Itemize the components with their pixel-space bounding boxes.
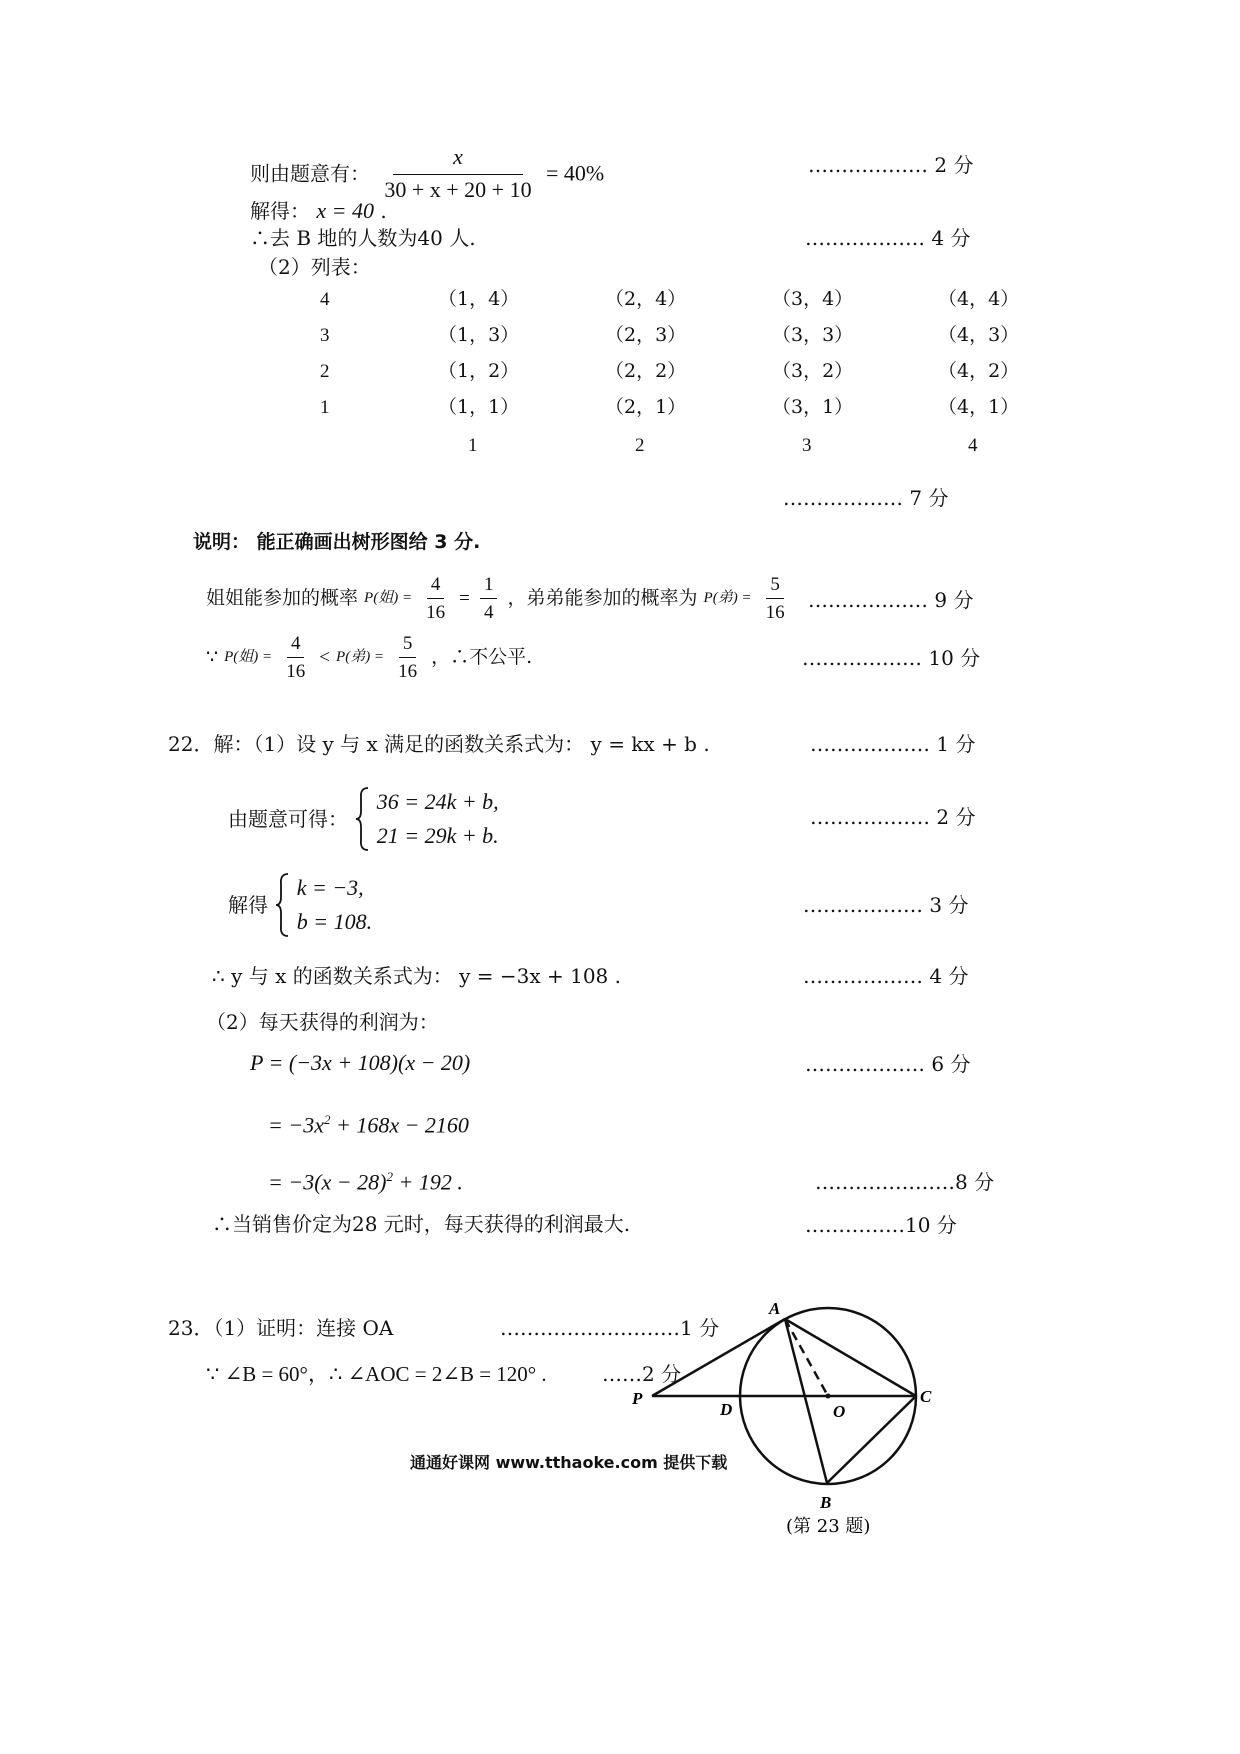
q21-prob-line [206,575,793,622]
q21-frac-4-16 [422,575,449,622]
table-cell: （2，1） [605,396,687,418]
q22-score-7: ……………10 分 [805,1213,957,1237]
table-cell: （4，1） [938,396,1020,418]
line-pa [652,1319,785,1396]
q21-part2: （2）列表： [258,255,371,279]
q21-note: 说明： 能正确画出树形图给 3 分. [193,531,481,553]
q22-relation: ∴ y 与 x 的函数关系式为： y = −3x + 108 . [212,964,621,988]
frac-den: 16 [426,602,446,623]
q22-p-line1: P = (−3x + 108)(x − 20) [250,1050,471,1075]
q22-system-2 [228,872,372,938]
q22-score-2: ……………… 2 分 [810,805,976,829]
q22-part2: （2）每天获得的利润为： [206,1010,439,1034]
q22-sol1: k = −3, [296,875,364,900]
table-cell: （1，3） [438,324,520,346]
q22-score-1: ……………… 1 分 [810,732,976,756]
q22-eq1: 36 = 24k + b, [376,789,499,814]
footer: 通通好课网 www.tthaoke.com 提供下载 [410,1453,728,1472]
table-col-label: 2 [635,435,645,456]
table-cell: （2，3） [605,324,687,346]
line-ab [785,1319,827,1483]
table-cell: （1，4） [438,288,520,310]
label-p: P [632,1389,643,1408]
q21-intro-line [250,146,604,201]
q22-given: 由题意可得： [228,807,348,831]
table-row-label: 2 [320,361,330,382]
table-col-label: 1 [468,435,478,456]
label-d: D [720,1400,733,1419]
q21-p-sister-2: P(姐) = [224,649,273,665]
frac-num: 1 [480,575,498,599]
q21-prob-text2: ，弟弟能参加的概率为 [507,587,704,609]
q21-intro: 则由题意有： [250,161,370,186]
q22-p-line3-a: = −3(x − 28) [268,1169,387,1195]
q21-score-4: ……………… 9 分 [808,588,974,612]
table-col-label: 4 [968,435,978,456]
q22-solve: 解得 [228,893,268,917]
table-cell: （4，2） [938,360,1020,382]
q21-p-brother-2: P(弟) = [336,649,385,665]
point-o [826,1394,831,1399]
q21-score-2: ……………… 4 分 [805,226,971,250]
table-cell: （2，2） [605,360,687,382]
table-col-label: 3 [802,435,812,456]
q22-sol2: b = 108. [296,909,373,934]
q22-system-1 [228,786,499,852]
frac-num: 4 [287,634,305,658]
q21-fraction [380,146,535,201]
frac-den: 4 [483,602,494,623]
table-cell: （2，4） [605,288,687,310]
table-cell: （1，1） [438,396,520,418]
q21-frac-5-16-b [394,634,421,681]
q22-solutions [297,877,372,933]
q22-conclusion: ∴当销售价定为28 元时，每天获得的利润最大. [212,1212,631,1236]
frac-den: 16 [286,661,306,682]
frac-den: 16 [765,602,785,623]
q21-frac-num: x [393,146,523,175]
q22-p-line2-a: = −3x [268,1112,324,1138]
label-o: O [833,1402,846,1421]
table-cell: （3，4） [772,288,854,310]
q22-score-5: ……………… 6 分 [805,1052,971,1076]
q23-head: 23．（1）证明：连接 OA [168,1316,394,1340]
q23-score-2: ……2 分 [602,1362,682,1386]
q21-conclusion: ∴去 B 地的人数为40 人. [250,226,476,250]
q22-p-line3 [268,1170,463,1193]
q21-frac-4-16-b [282,634,309,681]
q21-compare-line [206,634,532,681]
q23-line2: ∵ ∠B = 60°，∴ ∠AOC = 2∠B = 120° . [206,1362,547,1386]
q21-frac-1-4 [480,575,498,622]
q21-score-3: ……………… 7 分 [783,486,949,510]
q23-geometry-diagram [620,1290,950,1540]
eq-sign: = [459,588,470,609]
q21-solve-line [250,200,387,222]
q22-equations [377,791,499,847]
q22-score-3: ……………… 3 分 [803,893,969,917]
q22-p-line3-b: + 192 . [392,1169,463,1195]
q21-solve-prefix: 解得： [250,199,310,223]
table-row-label: 3 [320,325,330,346]
label-b: B [820,1493,832,1512]
table-cell: （3，2） [772,360,854,382]
q21-prob-text1: 姐姐能参加的概率 [206,587,365,609]
frac-num: 4 [427,575,445,599]
q21-frac-eq: = 40% [545,160,605,186]
q22-score-6: …………………8 分 [815,1170,995,1194]
because-sign: ∵ [206,646,225,668]
table-cell: （3，1） [772,396,854,418]
q21-frac-5-16 [762,575,789,622]
table-row-label: 4 [320,289,330,310]
q21-solve-end: . [380,199,387,223]
q22-score-4: ……………… 4 分 [803,964,969,988]
q22-eq2: 21 = 29k + b. [376,823,499,848]
q22-p-line2-sup: 2 [323,1112,331,1127]
q22-head: 22．解：（1）设 y 与 x 满足的函数关系式为： y = kx + b . [168,732,710,756]
q22-p-line3-sup: 2 [386,1169,393,1184]
q21-frac-den: 30 + x + 20 + 10 [384,177,532,202]
q22-p-line2 [268,1113,469,1136]
frac-den: 16 [398,661,418,682]
q21-p-sister: P(姐) = [364,590,413,606]
table-cell: （4，3） [938,324,1020,346]
frac-num: 5 [766,575,784,599]
left-brace-icon [274,872,290,938]
lt-sign: < [319,647,330,668]
q23-score-1: ………………………1 分 [500,1316,720,1340]
figure-caption: (第 23 题) [786,1516,871,1537]
table-cell: （1，2） [438,360,520,382]
q21-score-5: ……………… 10 分 [802,646,981,670]
q21-p-brother: P(弟) = [703,590,752,606]
q21-score-1: ……………… 2 分 [808,153,974,177]
frac-num: 5 [399,634,417,658]
label-a: A [769,1299,781,1318]
table-cell: （4，4） [938,288,1020,310]
label-c: C [920,1387,932,1406]
table-row-label: 1 [320,397,330,418]
line-ac [785,1319,916,1396]
q21-unfair: ，∴不公平. [431,646,533,668]
q22-p-line2-b: + 168x − 2160 [330,1112,469,1138]
table-cell: （3，3） [772,324,854,346]
left-brace-icon [354,786,370,852]
q21-solve-expr: x = 40 [316,198,374,223]
